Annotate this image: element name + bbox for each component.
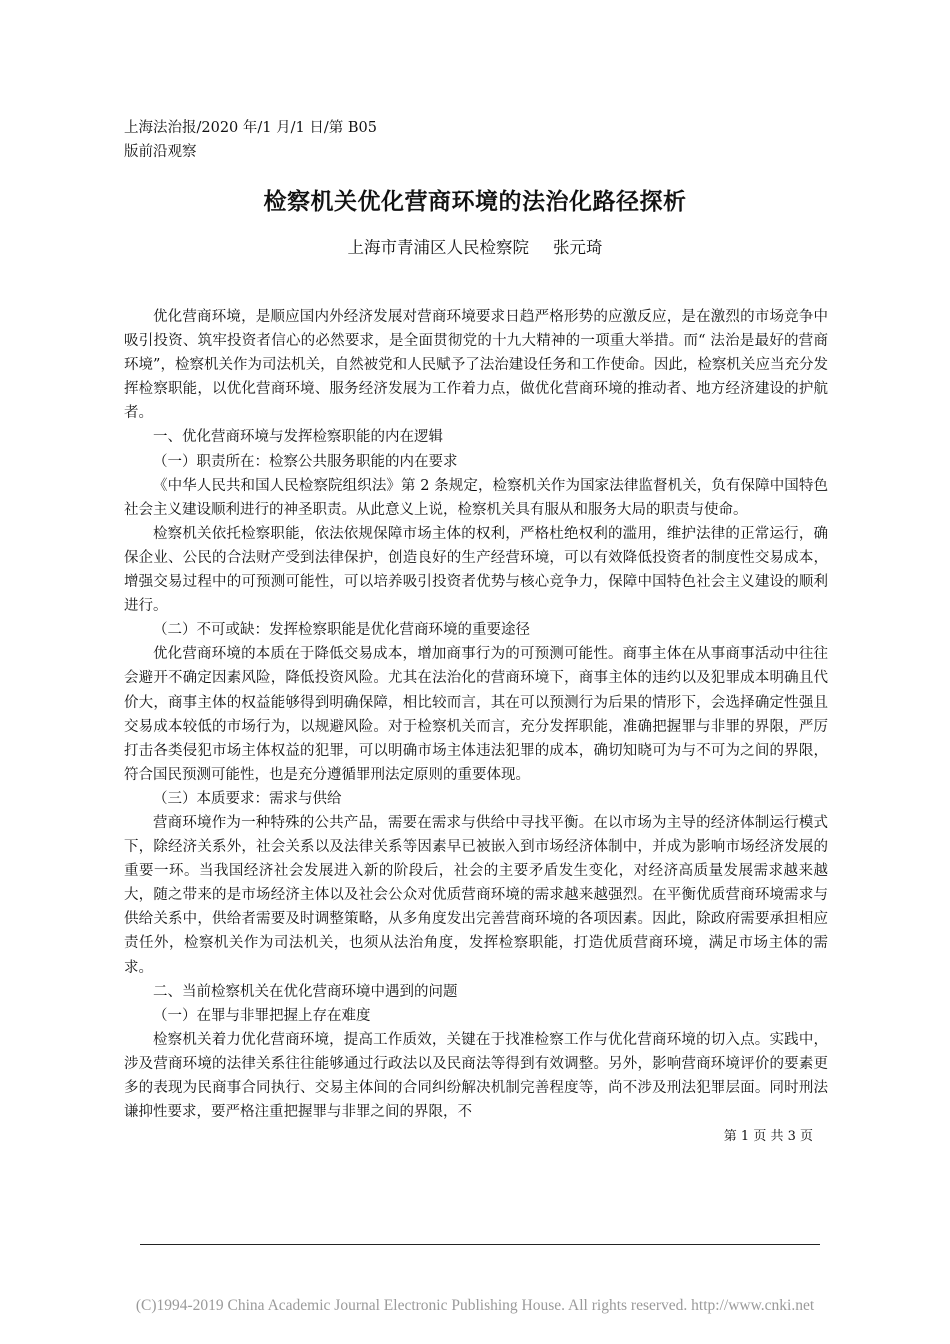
copyright-notice: (C)1994-2019 China Academic Journal Electronic Publishing House. All rights reserved. http://www.cnki.net xyxy=(135,1297,815,1314)
source-line-1: 上海法治报/2020 年/1 月/1 日/第 B05 xyxy=(124,120,377,136)
paragraph: 《中华人民共和国人民检察院组织法》第 2 条规定，检察机关作为国家法律监督机关，负有保障中国特色社会主义建设顺利进行的神圣职责。从此意义上说，检察机关具有服从和服务大局的职责与使命。 xyxy=(124,477,828,518)
paragraph: 优化营商环境，是顺应国内外经济发展对营商环境要求日趋严格形势的应激反应，是在激烈的市场竞争中吸引投资、筑牢投资者信心的必然要求，是全面贯彻党的十九大精神的一项重大举措。而“ 法治是最好的营商环境”，检察机关作为司法机关，自然被党和人民赋予了法治建设任务和工作使命。因此，检察机关应当充分发挥检察职能，以优化营商环境、服务经济发展为工作着力点，做优化营商环境的推动者、地方经济建设的护航者。 xyxy=(124,309,828,422)
paragraph: 检察机关着力优化营商环境，提高工作质效，关键在于找准检察工作与优化营商环境的切入点。实践中，涉及营商环境的法律关系往往能够通过行政法以及民商法等得到有效调整。另外，影响营商环境评价的要素更多的表现为民商事合同执行、交易主体间的合同纠纷解决机制完善程度等，尚不涉及刑法犯罪层面。同时刑法谦抑性要求，要严格注重把握罪与非罪之间的界限，不 xyxy=(124,1031,828,1121)
article-title: 检察机关优化营商环境的法治化路径探析 xyxy=(263,189,687,215)
subsection-heading: （三）本质要求：需求与供给 xyxy=(153,790,342,807)
author-organization: 上海市青浦区人民检察院 xyxy=(347,238,529,257)
source-info xyxy=(124,116,424,164)
section-heading: 一、优化营商环境与发挥检察职能的内在逻辑 xyxy=(153,429,443,446)
subsection-heading: （二）不可或缺：发挥检察职能是优化营商环境的重要途径 xyxy=(153,622,530,639)
paragraph: 优化营商环境的本质在于降低交易成本，增加商事行为的可预测可能性。商事主体在从事商事活动中往往会避开不确定因素风险，降低投资风险。尤其在法治化的营商环境下，商事主体的违约以及犯罪成本明确且代价大，商事主体的权益能够得到明确保障，相比较而言，其在可以预测行为后果的情形下，会选择确定性强且交易成本较低的市场行为，以规避风险。对于检察机关而言，充分发挥职能，准确把握罪与非罪的界限，严厉打击各类侵犯市场主体权益的犯罪，可以明确市场主体违法犯罪的成本，确切知晓可为与不可为之间的界限，符合国民预测可能性，也是充分遵循罪刑法定原则的重要体现。 xyxy=(124,646,828,783)
byline xyxy=(0,234,950,258)
page-number: 第 1 页 共 3 页 xyxy=(723,1129,813,1144)
subsection-heading: （一）职责所在：检察公共服务职能的内在要求 xyxy=(153,453,458,470)
article-body xyxy=(124,305,828,1124)
footer-divider xyxy=(140,1244,820,1245)
paragraph: 营商环境作为一种特殊的公共产品，需要在需求与供给中寻找平衡。在以市场为主导的经济体制运行模式下，除经济关系外，社会关系以及法律关系等因素早已被嵌入到市场经济体制中，并成为影响市场经济发展的重要一环。当我国经济社会发展进入新的阶段后，社会的主要矛盾发生变化，对经济高质量发展需求越来越大，随之带来的是市场经济主体以及社会公众对优质营商环境的需求越来越强烈。在平衡优质营商环境需求与供给关系中，供给者需要及时调整策略，从多角度发出完善营商环境的各项因素。因此，除政府需要承担相应责任外，检察机关作为司法机关，也须从法治角度，发挥检察职能，打造优质营商环境，满足市场主体的需求。 xyxy=(124,814,828,976)
subsection-heading: （一）在罪与非罪把握上存在难度 xyxy=(153,1007,371,1024)
author-name: 张元琦 xyxy=(553,238,603,257)
section-heading: 二、当前检察机关在优化营商环境中遇到的问题 xyxy=(153,983,458,1000)
source-line-2: 版前沿观察 xyxy=(124,144,197,160)
paragraph: 检察机关依托检察职能，依法依规保障市场主体的权利，严格杜绝权利的滥用，维护法律的正常运行，确保企业、公民的合法财产受到法律保护，创造良好的生产经营环境，可以有效降低投资者的制度性交易成本，增强交易过程中的可预测可能性，可以培养吸引投资者优势与核心竞争力，保障中国特色社会主义建设的顺利进行。 xyxy=(124,525,828,615)
